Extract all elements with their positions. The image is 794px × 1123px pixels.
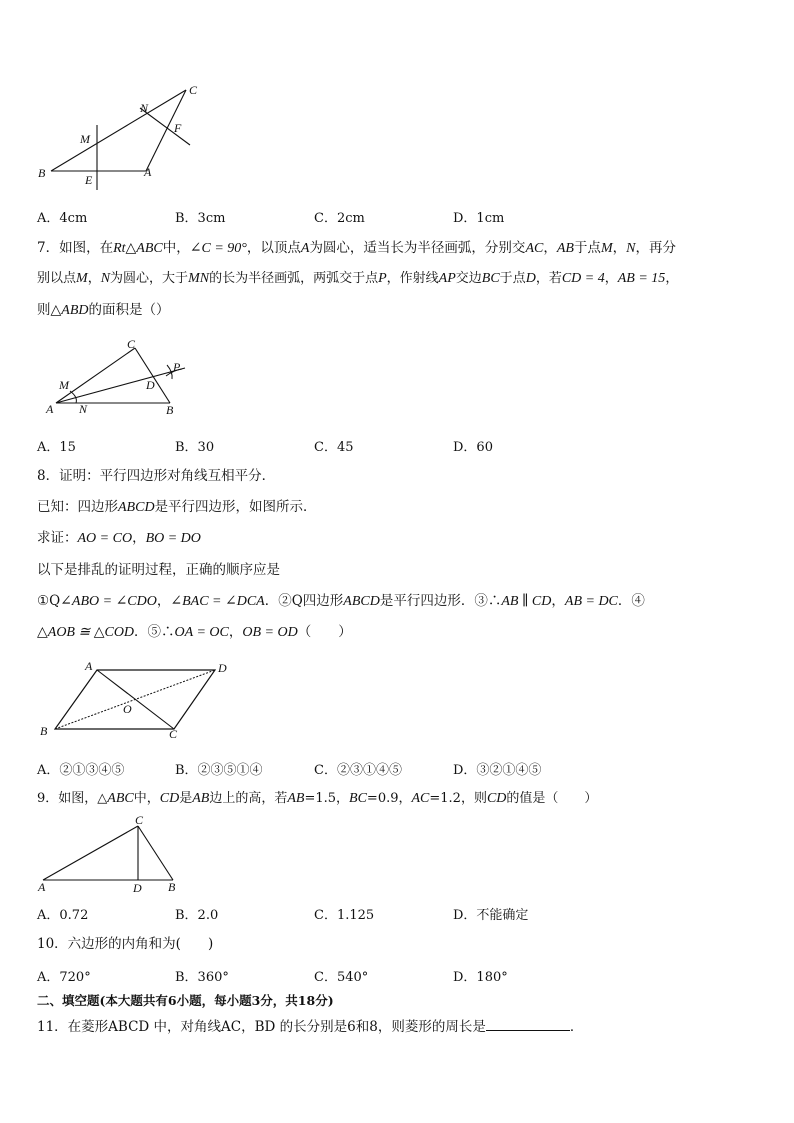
label-b: B [40, 724, 48, 738]
section-2-heading: 二、填空题(本大题共有6小题，每小题3分，共18分) [37, 993, 334, 1008]
q10-option-a[interactable]: A．720° [37, 970, 91, 985]
label-p: P [173, 360, 181, 374]
label-a: A [85, 659, 93, 673]
figure-q6 [30, 80, 210, 195]
label-a: A [46, 402, 54, 416]
q9-line: 9．如图，△ABC中，CD是AB边上的高，若AB=1.5，BC=0.9，AC=1.2，则CD的值是（ ） [37, 791, 598, 806]
q10-option-c[interactable]: C．540° [314, 970, 369, 985]
q7-option-b[interactable]: B．30 [175, 440, 215, 455]
segment-cb [135, 348, 170, 403]
q8-line-4: 以下是排乱的证明过程，正确的顺序应是 [37, 562, 280, 578]
q9-option-d[interactable]: D．不能确定 [453, 908, 529, 923]
q10-line: 10．六边形的内角和为( ) [37, 936, 214, 952]
segment-ac [43, 826, 138, 880]
q6-options [37, 207, 757, 225]
label-c: C [135, 813, 144, 827]
q10-option-b[interactable]: B．360° [175, 970, 229, 985]
label-n: N [140, 101, 149, 115]
label-c: C [169, 727, 178, 741]
q9-options [37, 904, 757, 922]
q7-option-a[interactable]: A．15 [37, 440, 76, 455]
q6-option-a[interactable]: A．4cm [37, 211, 88, 226]
q9-option-a[interactable]: A．0.72 [37, 908, 89, 923]
q8-line-6: △AOB ≅ △COD．⑤∴OA = OC，OB = OD（ ） [37, 624, 352, 640]
q9-option-b[interactable]: B．2.0 [175, 908, 219, 923]
label-n: N [79, 402, 88, 416]
label-c: C [127, 337, 136, 351]
diagonal-bd [55, 670, 215, 729]
q9-option-c[interactable]: C．1.125 [314, 908, 375, 923]
q7-option-d[interactable]: D．60 [453, 440, 493, 455]
label-f: F [174, 121, 182, 135]
q8-line-1: 8．证明：平行四边形对角线互相平分． [37, 468, 276, 484]
q8-line-2: 已知：四边形ABCD是平行四边形，如图所示． [37, 499, 317, 515]
q7-line-2: 别以点M，N为圆心，大于MN的长为半径画弧，两弧交于点P，作射线AP交边BC于点D，若CD = 4，AB = 15， [37, 271, 679, 286]
q7-line-3: 则△ABD的面积是（） [37, 302, 170, 318]
label-b: B [38, 166, 46, 180]
label-m: M [80, 132, 90, 146]
label-d: D [218, 661, 227, 675]
q8-option-b[interactable]: B．②③⑤①④ [175, 763, 263, 778]
label-a: A [38, 880, 46, 894]
q6-option-d[interactable]: D．1cm [453, 211, 505, 226]
q11-answer-blank[interactable] [486, 1018, 570, 1031]
q7-options [37, 436, 757, 454]
q8-line-3: 求证：AO = CO，BO = DO [37, 530, 201, 546]
label-o: O [123, 702, 132, 716]
figure-q7 [40, 335, 200, 420]
segment-ac [56, 348, 135, 403]
label-e: E [85, 173, 93, 187]
q8-option-d[interactable]: D．③②①④⑤ [453, 763, 542, 778]
segment-cb [138, 826, 173, 880]
label-d: D [146, 378, 155, 392]
label-d: D [133, 881, 142, 895]
q8-option-a[interactable]: A．②①③④⑤ [37, 763, 125, 778]
label-b: B [166, 403, 174, 417]
figure-q8 [35, 657, 245, 742]
q7-line-1: 7．如图，在Rt△ABC中，∠C = 90°，以顶点A为圆心，适当长为半径画弧，分别交AC，AB于点M，N，再分 [37, 240, 676, 256]
q6-option-b[interactable]: B．3cm [175, 211, 226, 226]
q8-line-5: ①Q∠ABO = ∠CDO，∠BAC = ∠DCA．②Q四边形ABCD是平行四边形．③∴AB ∥ CD，AB = DC．④ [37, 593, 645, 609]
q10-options [37, 966, 757, 984]
label-c: C [189, 83, 198, 97]
q8-options [37, 759, 757, 777]
q8-option-c[interactable]: C．②③①④⑤ [314, 763, 402, 778]
figure-q9 [35, 812, 185, 894]
q11-line: 11．在菱形ABCD 中，对角线AC，BD 的长分别是6和8，则菱形的周长是 ． [37, 1019, 584, 1035]
q7-option-c[interactable]: C．45 [314, 440, 354, 455]
label-m: M [59, 378, 69, 392]
label-b: B [168, 880, 176, 894]
label-a: A [144, 165, 152, 179]
q6-option-c[interactable]: C．2cm [314, 211, 365, 226]
q10-option-d[interactable]: D．180° [453, 970, 508, 985]
